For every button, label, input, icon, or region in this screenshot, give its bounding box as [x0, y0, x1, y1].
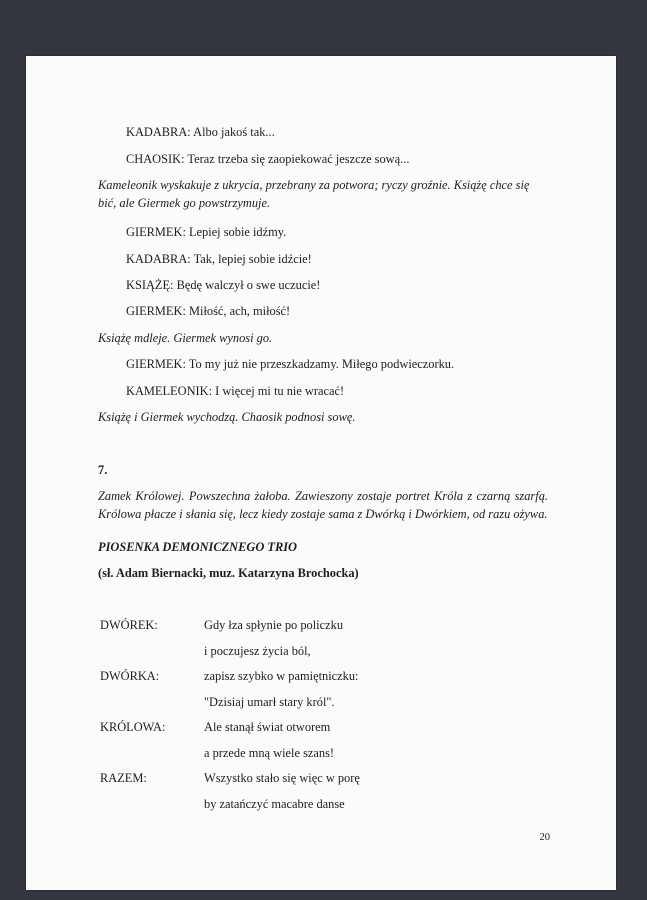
stage-direction: Książę i Giermek wychodzą. Chaosik podnosi sowę.	[98, 410, 356, 424]
dialogue-line: GIERMEK: Lepiej sobie idźmy.	[126, 225, 287, 239]
dialogue-line: KAMELEONIK: I więcej mi tu nie wracać!	[126, 384, 345, 398]
lyric-line: i poczujesz życia ból,	[204, 644, 311, 658]
scene-number: 7.	[98, 463, 108, 477]
lyric-line: a przede mną wiele szans!	[204, 746, 335, 760]
script-page	[26, 56, 616, 890]
dialogue-line: GIERMEK: Miłość, ach, miłość!	[126, 304, 291, 318]
song-credits: (sł. Adam Biernacki, muz. Katarzyna Brochocka)	[98, 566, 359, 580]
lyric-line: by zatańczyć macabre danse	[204, 797, 345, 811]
song-title: PIOSENKA DEMONICZNEGO TRIO	[98, 540, 297, 554]
song-speaker: KRÓLOWA:	[100, 720, 166, 734]
stage-direction: Zamek Królowej. Powszechna żałoba. Zawieszony zostaje portret Króla z czarną szarfą. Królowa płacze i słania się, lecz kiedy zostaje sama z Dwórką i Dwórkiem, od razu ożywa.	[98, 489, 548, 521]
page-number: 20	[539, 832, 550, 843]
dialogue-line: KADABRA: Tak, lepiej sobie idźcie!	[126, 252, 312, 266]
lyric-line: zapisz szybko w pamiętniczku:	[204, 669, 359, 683]
lyric-line: "Dzisiaj umarł stary król".	[204, 695, 335, 709]
dialogue-line: CHAOSIK: Teraz trzeba się zaopiekować jeszcze sową...	[126, 152, 410, 166]
song-speaker: DWÓRKA:	[100, 669, 160, 683]
dialogue-line: KSIĄŻĘ: Będę walczył o swe uczucie!	[126, 278, 321, 292]
lyric-line: Wszystko stało się więc w porę	[204, 771, 360, 785]
dialogue-line: KADABRA: Albo jakoś tak...	[126, 125, 275, 139]
lyric-line: Ale stanął świat otworem	[204, 720, 331, 734]
song-speaker: RAZEM:	[100, 771, 147, 785]
stage-direction: Książę mdleje. Giermek wynosi go.	[98, 331, 273, 345]
stage-direction: Kameleonik wyskakuje z ukrycia, przebrany za potwora; ryczy groźnie. Książę chce się bić, ale Giermek go powstrzymuje.	[98, 178, 530, 210]
dialogue-line: GIERMEK: To my już nie przeszkadzamy. Miłego podwieczorku.	[126, 357, 455, 371]
song-speaker: DWÓREK:	[100, 618, 158, 632]
lyric-line: Gdy łza spłynie po policzku	[204, 618, 344, 632]
